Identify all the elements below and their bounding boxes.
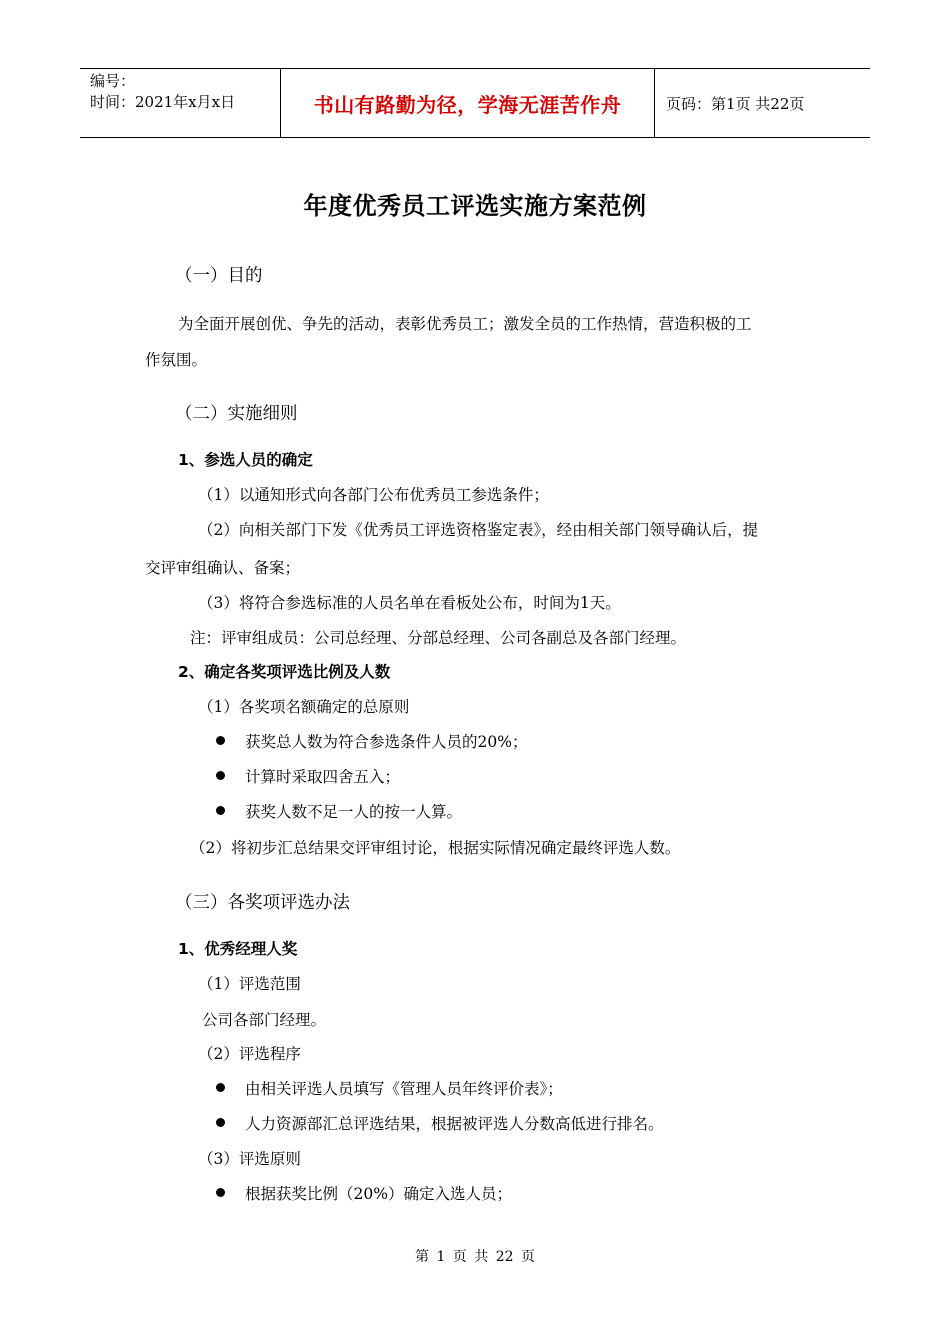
paragraph-line: （3）评选原则: [198, 1150, 301, 1168]
document-time-label: 时间：2021年x月x日: [90, 93, 236, 111]
paragraph-line: 公司各部门经理。: [202, 1011, 327, 1029]
bullet-icon: [216, 806, 225, 815]
bullet-text: 获奖人数不足一人的按一人算。: [245, 803, 463, 821]
note-line: 注：评审组成员：公司总经理、分部总经理、公司各副总及各部门经理。: [190, 629, 687, 647]
paragraph-line: （1）各奖项名额确定的总原则: [198, 698, 410, 716]
bullet-icon: [216, 1083, 225, 1092]
header-motto: 书山有路勤为径，学海无涯苦作舟: [313, 92, 622, 117]
section-heading-purpose: （一）目的: [175, 266, 263, 286]
document-title: 年度优秀员工评选实施方案范例: [303, 191, 647, 220]
bullet-text: 人力资源部汇总评选结果，根据被评选人分数高低进行排名。: [245, 1115, 664, 1133]
paragraph-line: （2）向相关部门下发《优秀员工评选资格鉴定表》，经由相关部门领导确认后，提: [198, 521, 759, 539]
document-number-label: 编号：: [90, 72, 136, 90]
bullet-text: 由相关评选人员填写《管理人员年终评价表》；: [245, 1080, 563, 1098]
paragraph-line: 为全面开展创优、争先的活动，表彰优秀员工；激发全员的工作热情，营造积极的工: [178, 315, 752, 333]
bullet-icon: [216, 736, 225, 745]
header-motto-cell: [281, 69, 655, 137]
page-footer: 第 1 页 共 22 页: [415, 1249, 535, 1265]
bullet-text: 计算时采取四舍五入；: [245, 768, 401, 786]
bullet-icon: [216, 771, 225, 780]
paragraph-line: （2）评选程序: [198, 1045, 301, 1063]
paragraph-line: 交评审组确认、备案；: [145, 559, 301, 577]
bullet-icon: [216, 1118, 225, 1127]
section-heading-methods: （三）各奖项评选办法: [175, 893, 350, 913]
header-page-info: 页码：第1页 共22页: [666, 94, 805, 113]
bullet-icon: [216, 1188, 225, 1197]
bullet-text: 根据获奖比例（20%）确定入选人员；: [245, 1185, 512, 1203]
header-meta-cell: [80, 69, 281, 137]
paragraph-line: （3）将符合参选标准的人员名单在看板处公布，时间为1天。: [198, 594, 621, 612]
subsection-heading: 1、参选人员的确定: [178, 451, 313, 469]
paragraph-line: （1）以通知形式向各部门公布优秀员工参选条件；: [198, 486, 549, 504]
bullet-text: 获奖总人数为符合参选条件人员的20%；: [245, 733, 528, 751]
subsection-heading: 2、确定各奖项评选比例及人数: [178, 663, 391, 681]
paragraph-line: （2）将初步汇总结果交评审组讨论，根据实际情况确定最终评选人数。: [190, 839, 681, 857]
subsection-heading: 1、优秀经理人奖: [178, 940, 298, 958]
paragraph-line: 作氛围。: [145, 351, 208, 369]
paragraph-line: （1）评选范围: [198, 975, 301, 993]
section-heading-details: （二）实施细则: [175, 404, 298, 424]
document-header-table: [80, 68, 870, 138]
